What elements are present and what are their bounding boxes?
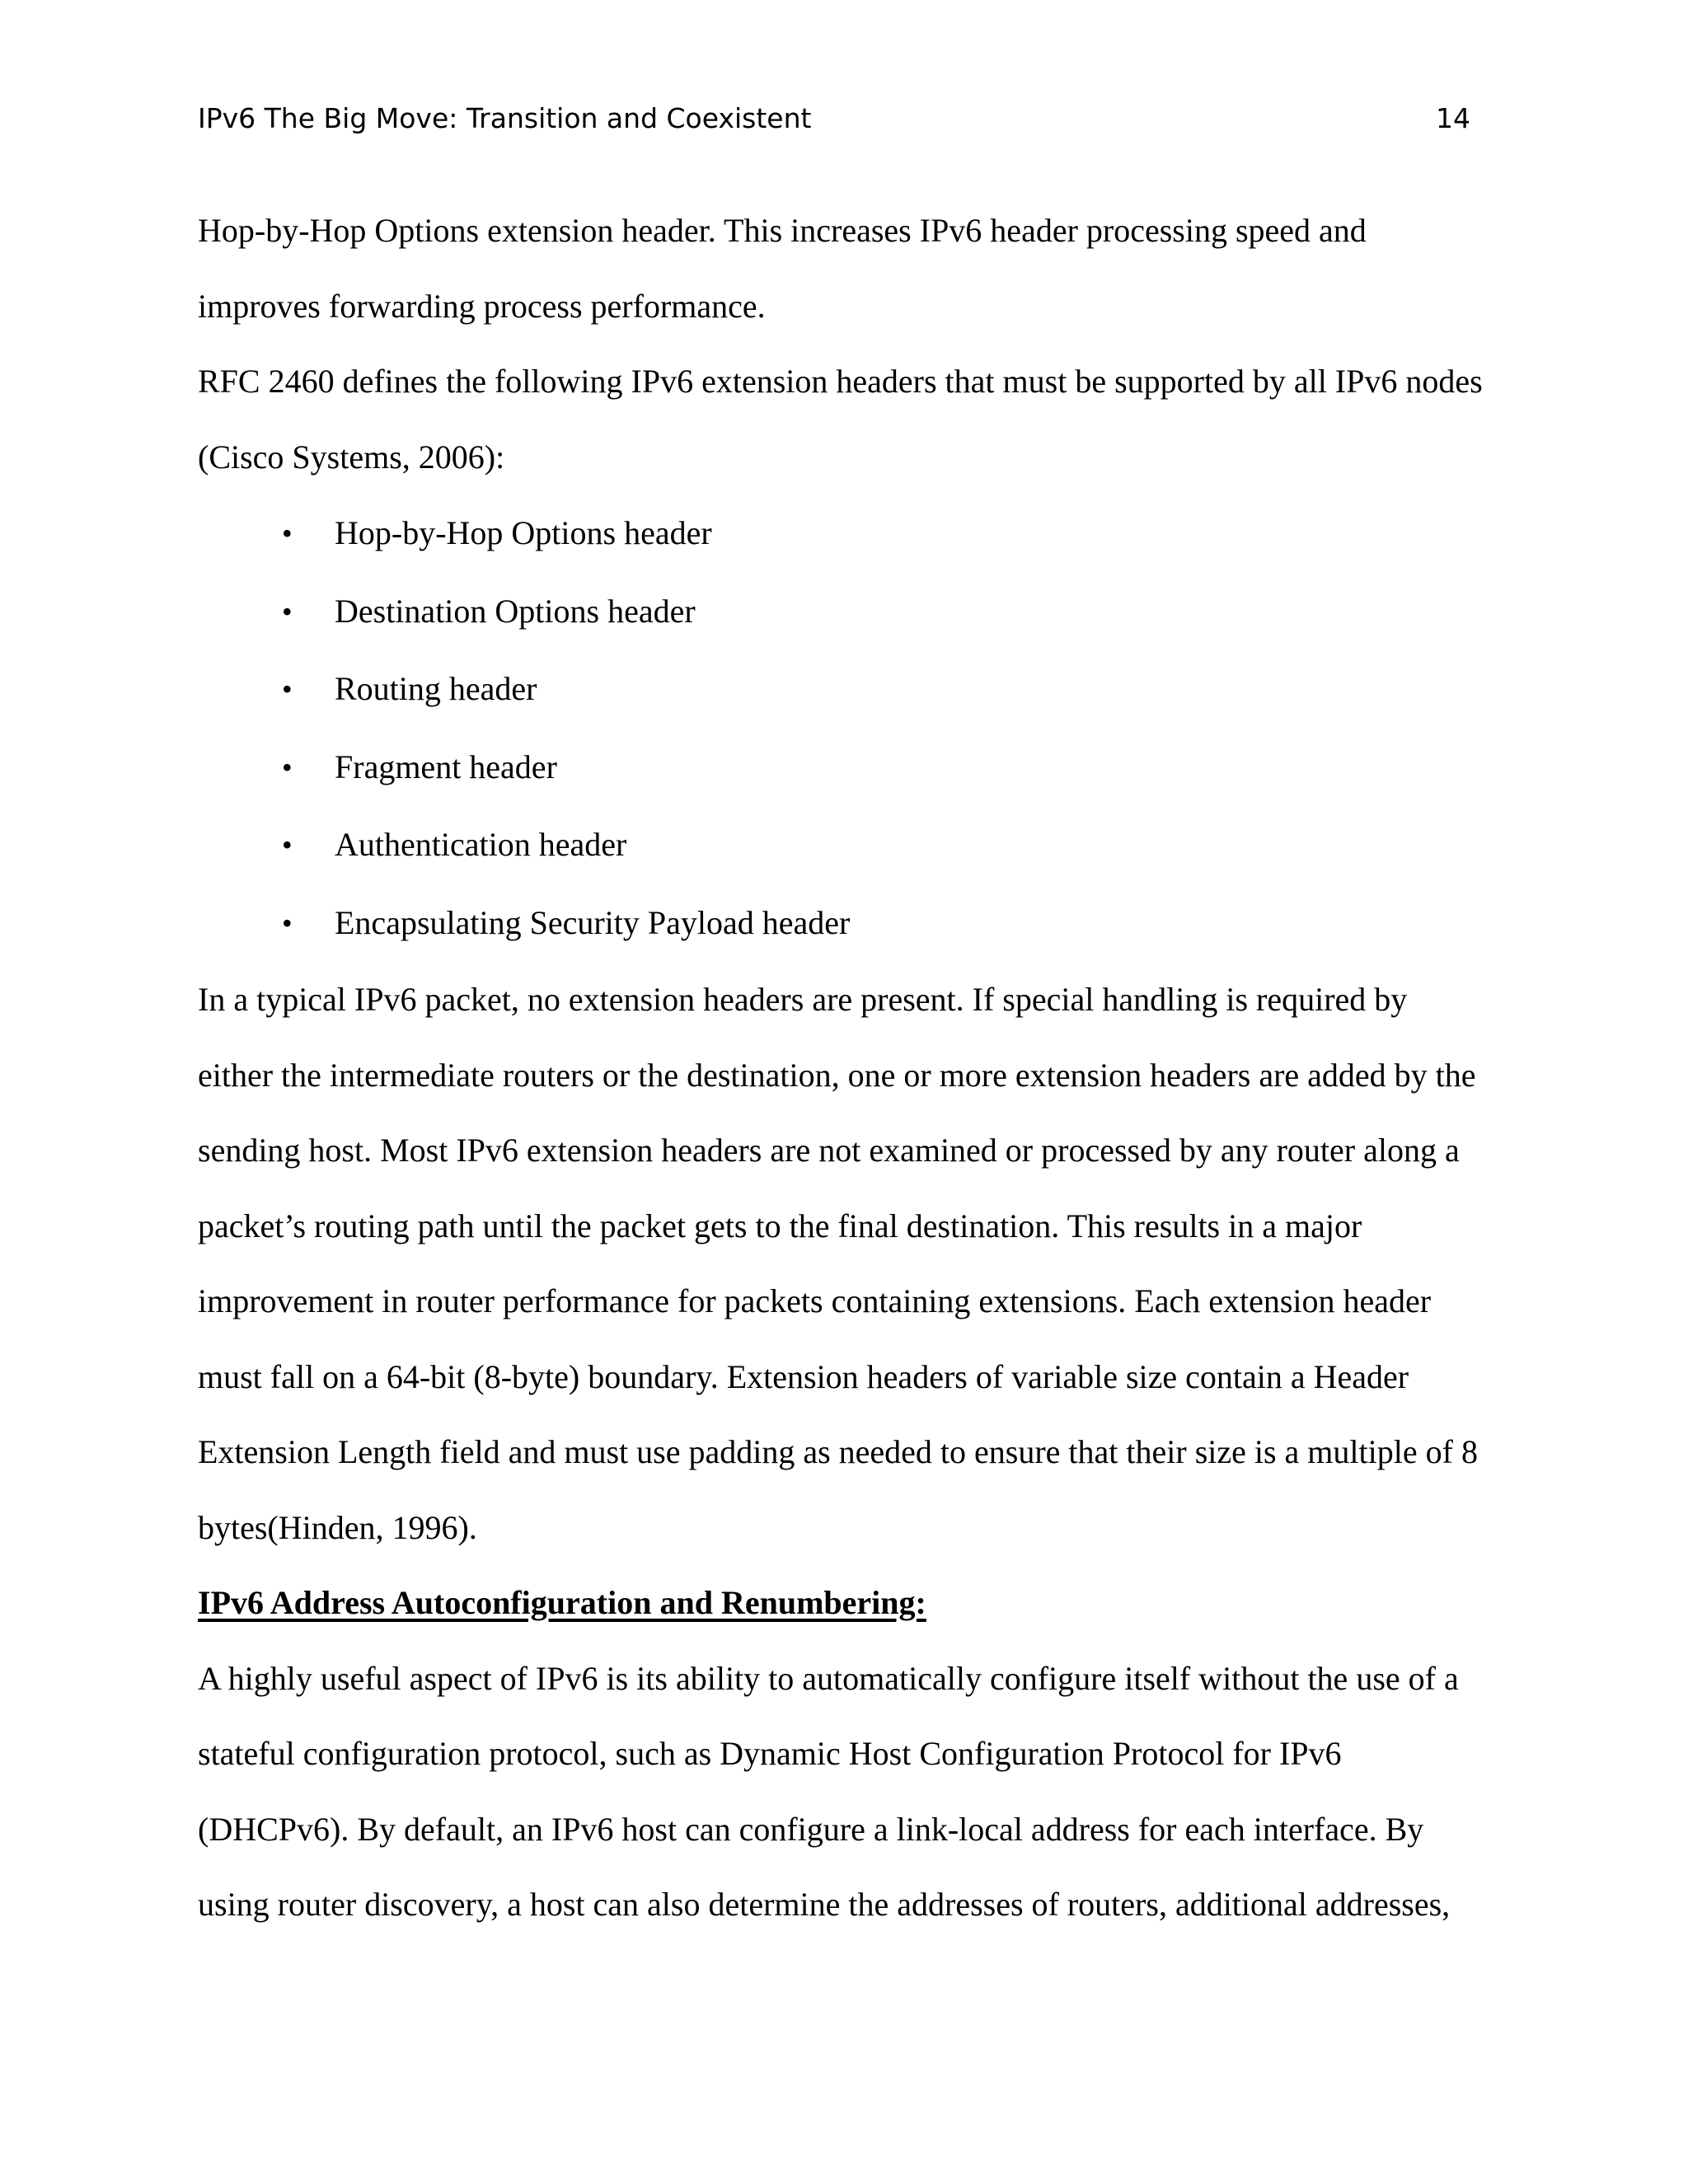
paragraph-rfc-intro: RFC 2460 defines the following IPv6 extension headers that must be supported by all IPv6 nodes (Cisco Systems, 2006): <box>198 363 1483 476</box>
list-item <box>198 884 1484 963</box>
paragraph-autoconfiguration: A highly useful aspect of IPv6 is its ability to automatically configure itself without the use of a stateful configuration protocol, such as Dynamic Host Configuration Protocol for IPv6 (DHCPv6). By default, an IPv6 host can configure a link-local address for each interface. By using router discovery, a host can also determine the addresses of routers, additional addresses, <box>198 1659 1459 1923</box>
list-item-label: Fragment header <box>335 748 557 785</box>
list-item-label: Routing header <box>335 670 537 707</box>
list-item <box>198 494 1484 573</box>
document-body <box>198 193 1484 1943</box>
page-number: 14 <box>1436 102 1470 134</box>
list-item <box>198 729 1484 807</box>
bullet-icon: • <box>282 828 293 861</box>
list-item-label: Hop-by-Hop Options header <box>335 514 712 551</box>
list-item-label: Authentication header <box>335 826 627 863</box>
paragraph-continuation: Hop-by-Hop Options extension header. This increases IPv6 header processing speed and improves forwarding process performance. <box>198 212 1367 325</box>
bullet-icon: • <box>282 594 293 628</box>
list-item <box>198 806 1484 884</box>
bullet-icon: • <box>282 906 293 940</box>
section-heading: IPv6 Address Autoconfiguration and Renumbering: <box>198 1584 926 1621</box>
header-title: IPv6 The Big Move: Transition and Coexistent <box>198 102 812 134</box>
list-item <box>198 573 1484 651</box>
list-item-label: Encapsulating Security Payload header <box>335 903 851 941</box>
paragraph-extension-headers: In a typical IPv6 packet, no extension headers are present. If special handling is required by either the intermediate routers or the destination, one or more extension headers are added by the sending host. Most IPv6 extension headers are not examined or processed by any router along a packet’s routing path until the packet gets to the final destination. This results in a major improvement in router performance for packets containing extensions. Each extension header must fall on a 64-bit (8-byte) boundary. Extension headers of variable size contain a Header Extension Length field and must use padding as needed to ensure that their size is a multiple of 8 bytes(Hinden, 1996). <box>198 981 1478 1546</box>
extension-header-list <box>198 494 1484 962</box>
bullet-icon: • <box>282 673 293 705</box>
running-header <box>198 101 1470 137</box>
list-item <box>198 650 1484 729</box>
bullet-icon: • <box>282 750 293 784</box>
bullet-icon: • <box>282 517 293 550</box>
list-item-label: Destination Options header <box>335 592 696 630</box>
